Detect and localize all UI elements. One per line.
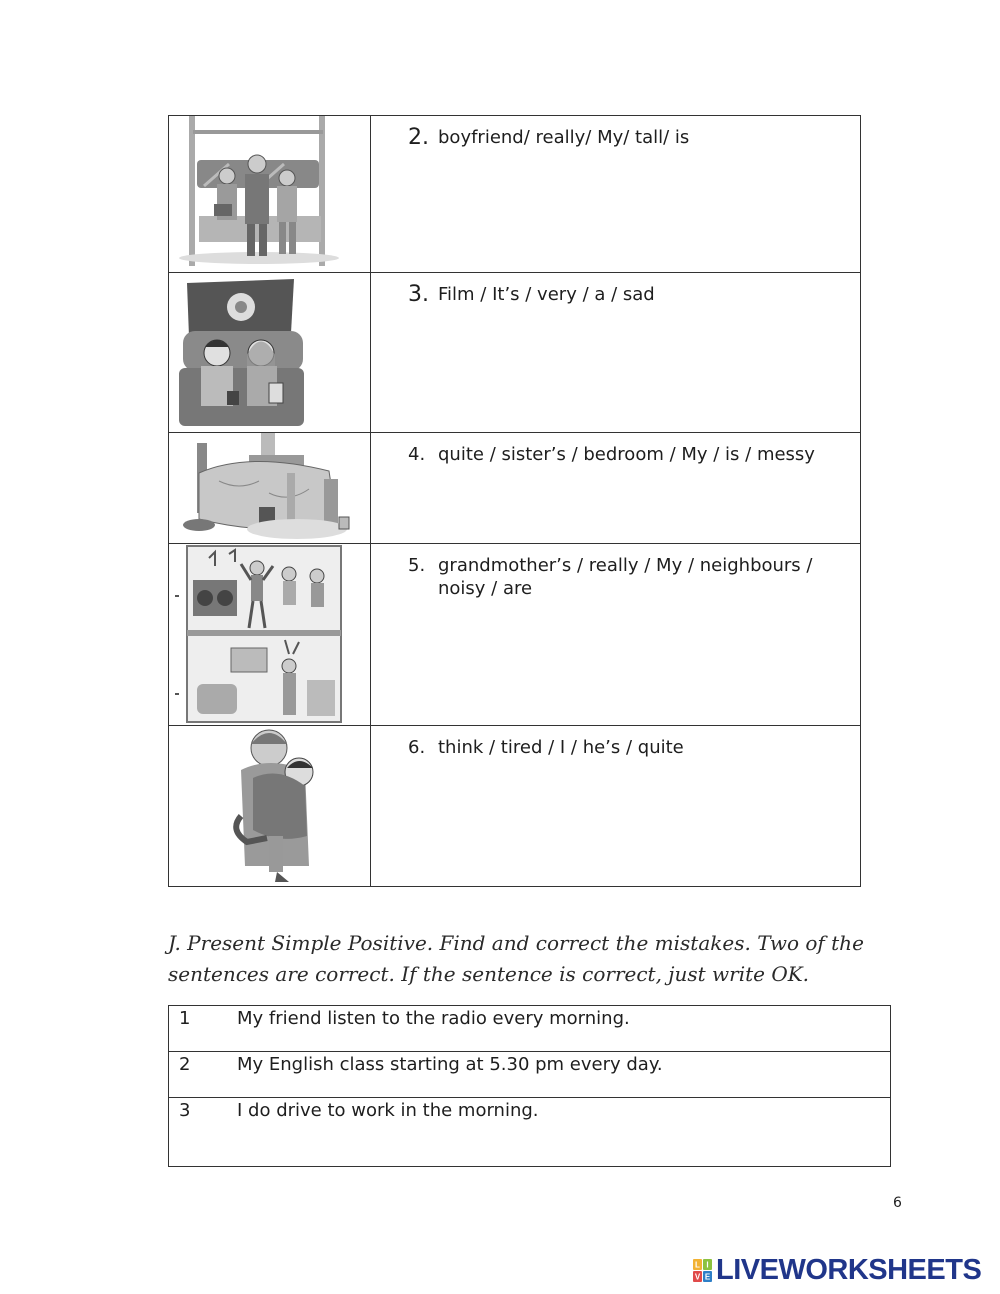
sentence-row (169, 1098, 891, 1167)
item-text: Film / It’s / very / a / sad (438, 284, 655, 305)
noisy-neighbours-illustration (169, 544, 370, 725)
sentence-text: My English class starting at 5.30 pm every day. (237, 1052, 891, 1098)
prompt-item (408, 554, 830, 600)
people-on-train-illustration (169, 116, 370, 272)
prompt-cell (371, 116, 861, 273)
prompt-item (408, 443, 830, 466)
brand-name: LIVEWORKSHEETS (716, 1254, 982, 1286)
couple-at-cinema-illustration (169, 273, 370, 432)
prompt-cell (371, 433, 861, 544)
sentence-number: 1 (169, 1006, 238, 1052)
exercise-row (169, 433, 861, 544)
item-number: 6. (408, 737, 426, 758)
item-number: 5. (408, 555, 426, 576)
exercise-row (169, 726, 861, 887)
item-number: 4. (408, 444, 426, 465)
prompt-cell (371, 273, 861, 433)
exercise-row (169, 273, 861, 433)
prompt-cell (371, 544, 861, 726)
svg-text:E: E (704, 1272, 711, 1281)
svg-text:V: V (694, 1272, 701, 1281)
picture-cell (169, 544, 371, 726)
exercise-i-table (168, 115, 861, 887)
messy-bedroom-illustration (169, 433, 370, 543)
sentence-row (169, 1052, 891, 1098)
picture-cell (169, 273, 371, 433)
sentence-text: I do drive to work in the morning. (237, 1098, 891, 1167)
prompt-item (408, 126, 830, 149)
exercise-row (169, 544, 861, 726)
prompt-cell (371, 726, 861, 887)
item-text: grandmother’s / really / My / neighbours / noisy / are (438, 555, 813, 599)
exercise-row (169, 116, 861, 273)
item-number: 2. (408, 125, 429, 150)
exercise-j-instructions: J. Present Simple Positive. Find and correct the mistakes. Two of the sentences are correct. If the sentence is correct, just write OK. (168, 931, 864, 986)
svg-text:I: I (706, 1260, 709, 1269)
item-number: 3. (408, 282, 429, 307)
sentence-row (169, 1006, 891, 1052)
item-text: think / tired / I / he’s / quite (438, 737, 684, 758)
father-carrying-child-illustration (169, 726, 370, 886)
picture-cell (169, 116, 371, 273)
svg-text:L: L (695, 1260, 700, 1269)
item-text: boyfriend/ really/ My/ tall/ is (438, 127, 690, 148)
exercise-j-table (168, 1005, 891, 1167)
liveworksheets-logo (693, 1254, 981, 1287)
item-text: quite / sister’s / bedroom / My / is / messy (438, 444, 815, 465)
picture-cell (169, 433, 371, 544)
brand-tiles-icon (693, 1259, 713, 1283)
page-number: 6 (893, 1195, 902, 1211)
picture-cell (169, 726, 371, 887)
prompt-item (408, 736, 830, 759)
sentence-number: 2 (169, 1052, 238, 1098)
prompt-item (408, 283, 830, 306)
sentence-text: My friend listen to the radio every morning. (237, 1006, 891, 1052)
sentence-number: 3 (169, 1098, 238, 1167)
